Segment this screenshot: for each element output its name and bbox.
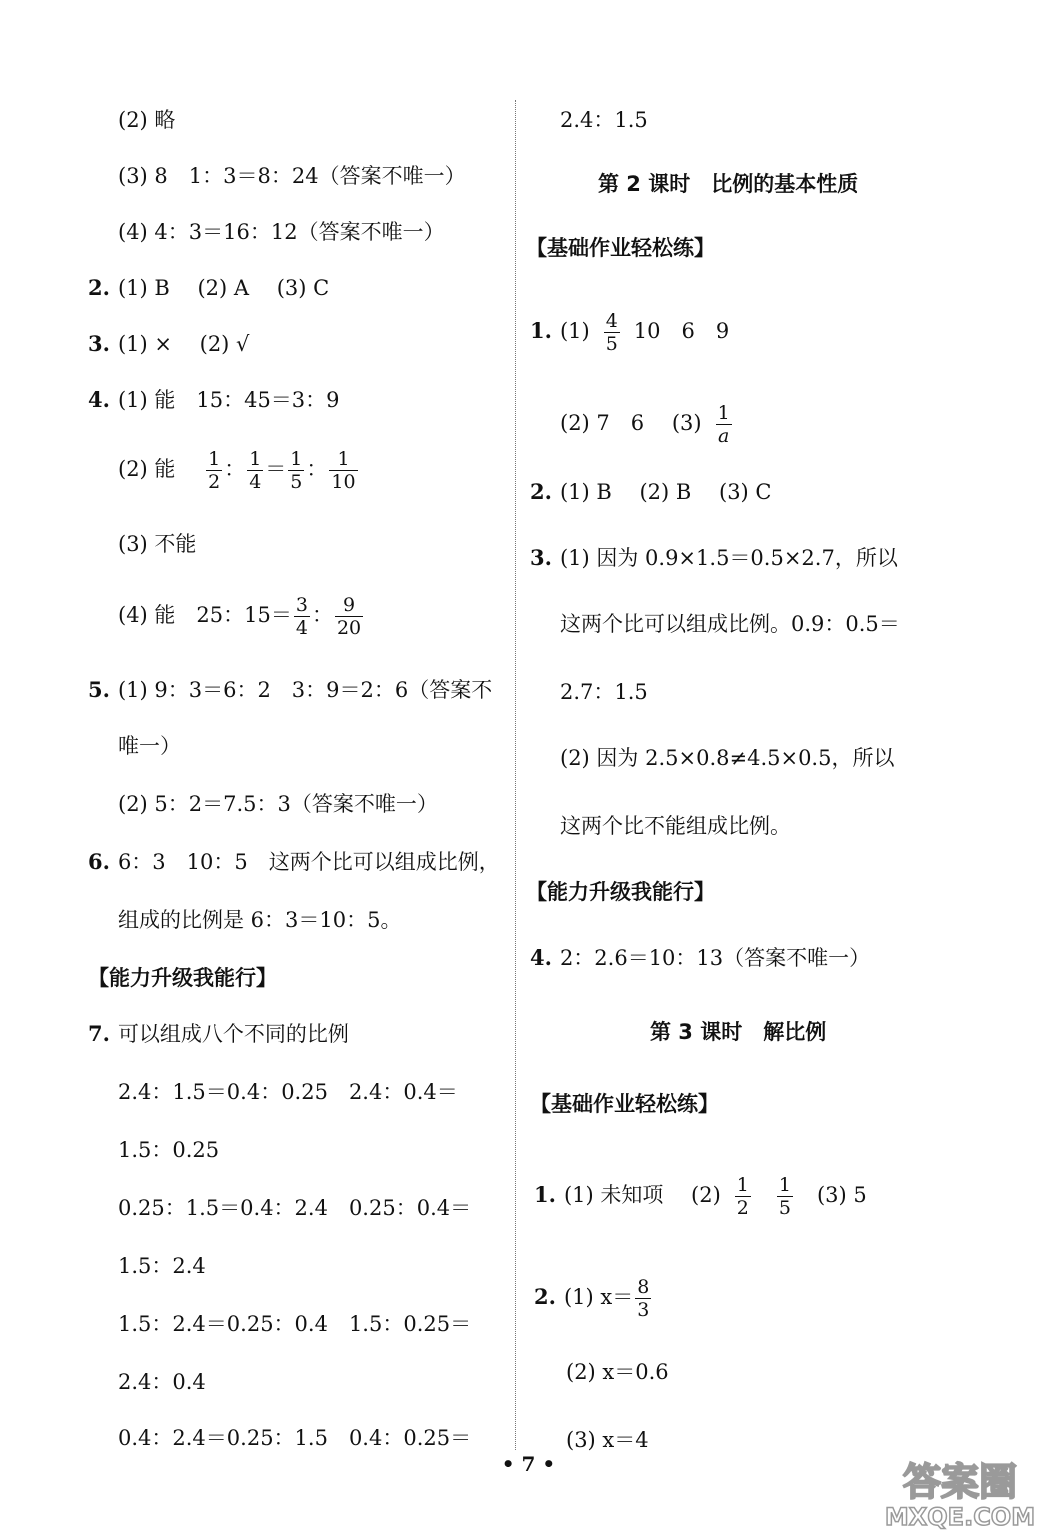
answer-text: (1) x＝ [563, 1285, 634, 1309]
answer-line: (3) x＝4 [566, 1428, 649, 1452]
answer-line: (2) 5：2＝7.5：3（答案不唯一） [118, 792, 438, 816]
answer-text: (3) 5 [816, 1183, 867, 1207]
answer-line: (3) 不能 [118, 532, 197, 556]
ratio-sign: ： [311, 603, 333, 627]
fraction: $\frac{1}{2}$ [208, 448, 221, 493]
answer-line: 2.4：1.5 [560, 108, 648, 132]
answer-line: 2.4：0.4 [118, 1370, 206, 1394]
question-number: 3. [530, 545, 552, 570]
answer-text: (1) 9：3＝6：2 3：9＝2：6（答案不 [117, 678, 493, 702]
question-number: 1. [534, 1182, 556, 1207]
question-1 [534, 1174, 867, 1219]
answer-line: 1.5：0.25 [118, 1138, 220, 1162]
question-number: 2. [88, 275, 110, 300]
question-6 [88, 848, 500, 876]
question-number: 3. [88, 331, 110, 356]
question-4 [88, 386, 340, 414]
question-number: 4. [530, 945, 552, 970]
ratio-sign: ： [306, 457, 328, 481]
ratio-sign: ： [224, 457, 246, 481]
answer-line: 0.25：1.5＝0.4：2.4 0.25：0.4＝ [118, 1196, 472, 1220]
lesson-title: 第 3 课时 解比例 [650, 1020, 827, 1044]
fraction: $\frac{1}{10}$ [331, 448, 356, 493]
answer-text: (1) 因为 0.9×1.5＝0.5×2.7，所以 [559, 546, 898, 570]
fraction: $\frac{1}{4}$ [249, 448, 262, 493]
answer-line: 2.4：1.5＝0.4：0.25 2.4：0.4＝ [118, 1080, 458, 1104]
section-heading: 【能力升级我能行】 [88, 966, 277, 990]
answer-line: (4) 4：3＝16：12（答案不唯一） [118, 220, 445, 244]
fraction: $\frac{9}{20}$ [336, 594, 362, 639]
fraction: $\frac{4}{5}$ [605, 310, 618, 355]
section-heading: 【基础作业轻松练】 [530, 1092, 719, 1116]
answer-text: (1) B (2) B (3) C [559, 480, 772, 504]
answer-line: (3) 8 1：3＝8：24（答案不唯一） [118, 164, 466, 188]
answer-label: (2) 能 [118, 457, 176, 481]
answer-line: 1.5：2.4 [118, 1254, 206, 1278]
answer-text: (1) B (2) A (3) C [117, 276, 330, 300]
fraction: $\frac{8}{3}$ [637, 1276, 650, 1321]
lesson-title: 第 2 课时 比例的基本性质 [598, 172, 859, 196]
answer-line: 1.5：2.4＝0.25：0.4 1.5：0.25＝ [118, 1312, 472, 1336]
answer-line: (2) x＝0.6 [566, 1360, 669, 1384]
question-number: 6. [88, 849, 110, 874]
fraction: $\frac{1}{a}$ [717, 402, 730, 447]
page-number: • 7 • [501, 1452, 556, 1476]
fraction: $\frac{1}{5}$ [290, 448, 303, 493]
answer-label: (4) 能 25：15＝ [118, 603, 292, 627]
question-4 [530, 944, 870, 972]
answer-line: 这两个比可以组成比例。0.9：0.5＝ [560, 612, 900, 636]
answer-line-fractions [118, 594, 365, 639]
question-number: 2. [534, 1284, 556, 1309]
question-number: 5. [88, 677, 110, 702]
fraction: $\frac{1}{5}$ [778, 1174, 791, 1219]
question-2 [534, 1276, 653, 1321]
answer-text: (1) 未知项 (2) [563, 1183, 721, 1207]
answer-line-fractions [560, 402, 734, 447]
fraction: $\frac{3}{4}$ [295, 594, 308, 639]
answer-line-fractions [118, 448, 360, 493]
question-number: 4. [88, 387, 110, 412]
question-3 [530, 544, 898, 572]
answer-text: 2：2.6＝10：13（答案不唯一） [559, 946, 871, 970]
answer-text: 6：3 10：5 这两个比可以组成比例， [117, 850, 500, 874]
section-heading: 【基础作业轻松练】 [526, 236, 715, 260]
equals-sign: ＝ [265, 457, 287, 481]
question-7 [88, 1020, 349, 1048]
answer-text: (2) 7 6 (3) [560, 411, 702, 435]
answer-line: 这两个比不能组成比例。 [560, 814, 791, 838]
answer-text: 可以组成八个不同的比例 [117, 1022, 349, 1046]
question-number: 2. [530, 479, 552, 504]
watermark-logo [871, 1455, 1049, 1531]
question-3 [88, 330, 249, 358]
answer-line: (2) 略 [118, 108, 176, 132]
answer-line: 组成的比例是 6：3＝10：5。 [118, 908, 402, 932]
question-2 [88, 274, 329, 302]
watermark-bottom-text: MXQE.COM [884, 1503, 1036, 1531]
answer-text: (1) 能 15：45＝3：9 [117, 388, 340, 412]
answer-line: 0.4：2.4＝0.25：1.5 0.4：0.25＝ [118, 1426, 472, 1450]
watermark-top-text: 答案圈 [902, 1460, 1018, 1504]
question-1 [530, 310, 729, 355]
question-5 [88, 676, 492, 704]
answer-line: 2.7：1.5 [560, 680, 648, 704]
answer-line: 唯一） [118, 734, 181, 758]
answer-label: (1) [559, 319, 590, 343]
answer-text: 10 6 9 [633, 319, 730, 343]
watermark-icon [871, 1455, 1049, 1531]
question-number: 1. [530, 318, 552, 343]
answer-line: (2) 因为 2.5×0.8≠4.5×0.5，所以 [560, 746, 895, 770]
answer-text: (1) × (2) √ [117, 332, 250, 356]
fraction: $\frac{1}{2}$ [736, 1174, 749, 1219]
question-number: 7. [88, 1021, 110, 1046]
question-2 [530, 478, 772, 506]
column-divider [515, 100, 516, 1450]
section-heading: 【能力升级我能行】 [526, 880, 715, 904]
